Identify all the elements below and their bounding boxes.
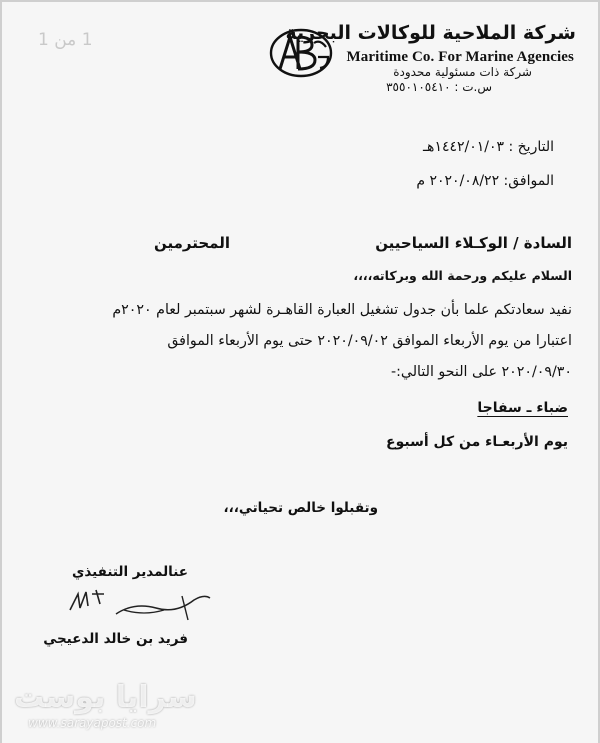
schedule: يوم الأربعـاء من كل أسبوع (386, 434, 568, 450)
handwritten-signature (64, 580, 214, 624)
company-type: شركة ذات مسئولية محدودة (393, 65, 532, 79)
closing-line: وتقبلوا خالص تحياتي،،، (223, 500, 378, 516)
hijri-date: التاريخ : ١٤٤٢/٠١/٠٣هـ (422, 139, 554, 155)
company-name-english: Maritime Co. For Marine Agencies (346, 49, 574, 65)
addressee: السادة / الوكـلاء السياحيين (375, 234, 572, 252)
page-border-left (0, 0, 2, 743)
company-name-arabic: شركة الملاحية للوكالات البحرية (285, 22, 576, 44)
watermark-site-url: www.sarayapost.com (28, 716, 157, 730)
route: ضباء ـ سفاجا (477, 400, 568, 416)
watermark-site-name: سرايا بوست (14, 680, 197, 715)
commercial-register: س.ت : ٣٥٥٠١٠٥٤١٠ (386, 80, 492, 94)
gregorian-date: الموافق: ٢٠٢٠/٠٨/٢٢ م (416, 173, 554, 189)
page-counter: 1 من 1 (38, 30, 93, 50)
body-line: نفيد سعادتكم علما بأن جدول تشغيل العبارة القاهـرة لشهر سبتمبر لعام ٢٠٢٠م (112, 302, 572, 318)
page-border-top (0, 0, 600, 2)
signatory-title: عنالمدير التنفيذي (71, 564, 188, 580)
body-line: ٢٠٢٠/٠٩/٣٠ على النحو التالي:- (391, 364, 572, 380)
signatory-name: فريد بن خالد الدعيجي (43, 631, 188, 647)
honorific: المحترمين (153, 234, 230, 252)
greeting: السلام عليكم ورحمة الله وبركاته،،،، (353, 268, 572, 283)
body-line: اعتبارا من يوم الأربعاء الموافق ٢٠٢٠/٠٩/٠٢ حتى يوم الأربعاء الموافق (167, 333, 572, 349)
